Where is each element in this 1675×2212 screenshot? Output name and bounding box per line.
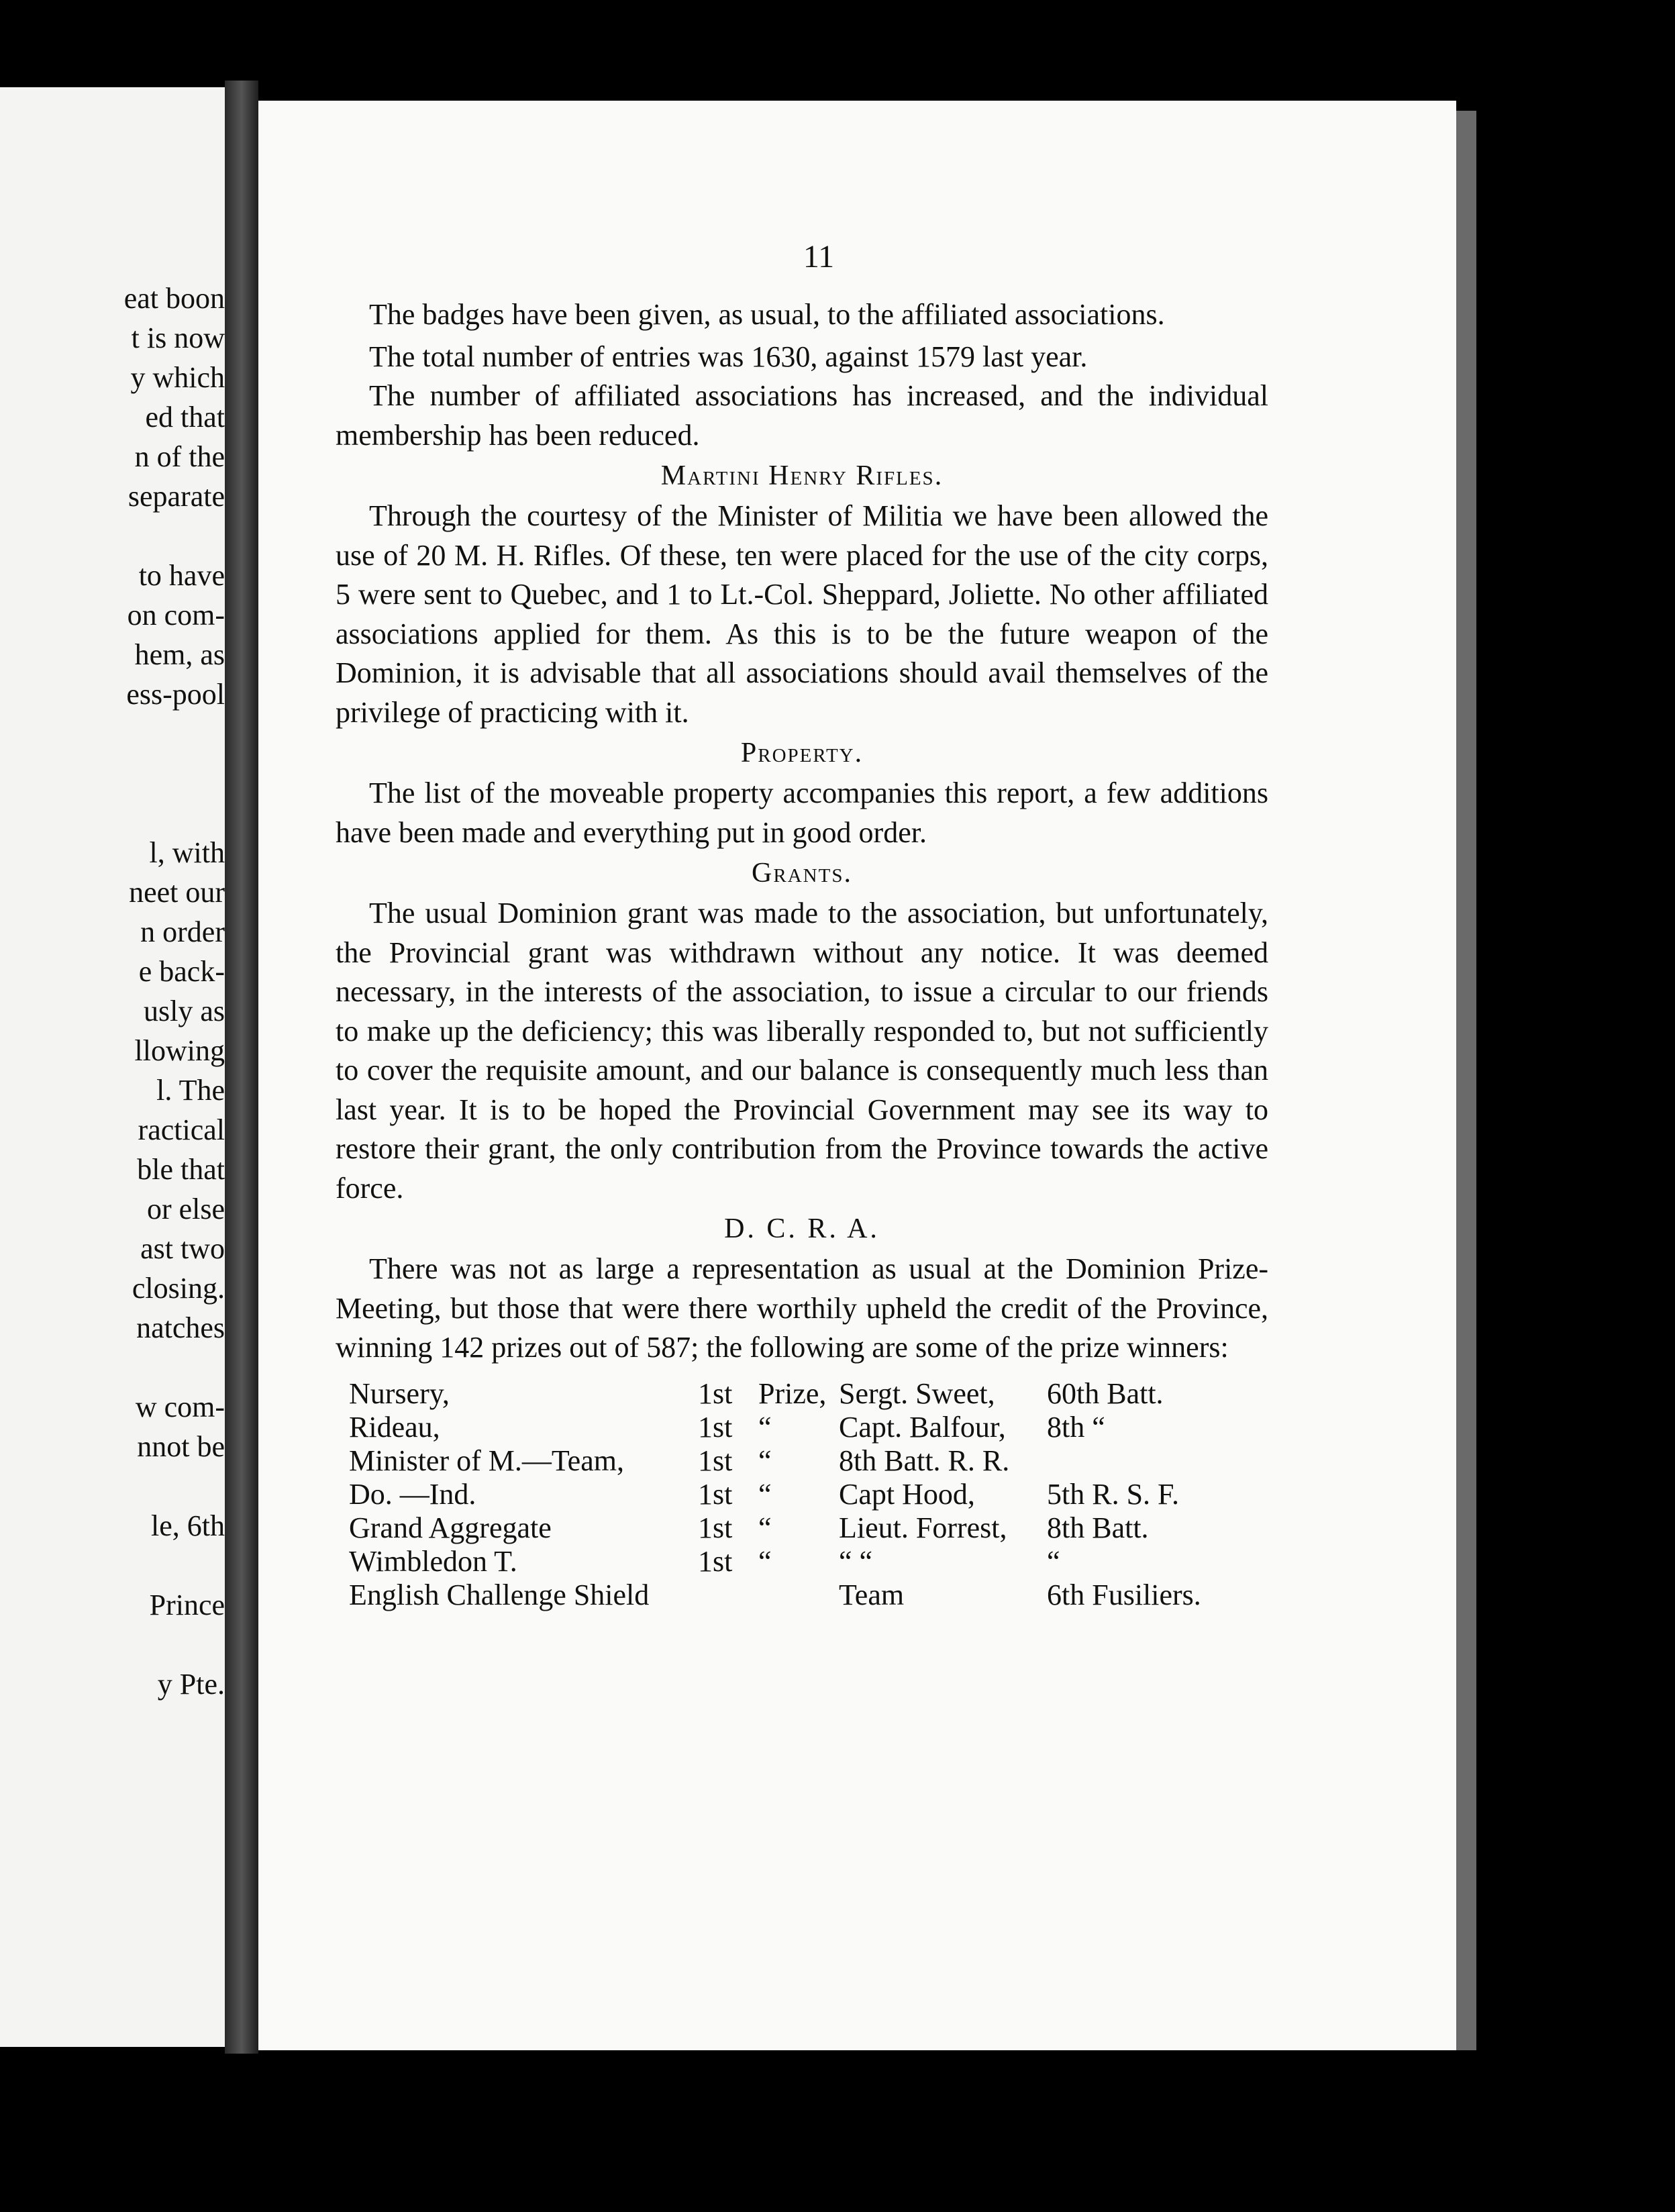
prize-event-cell: Minister of M.—Team, <box>349 1444 624 1477</box>
entries-paragraph: The total number of entries was 1630, against 1579 last year. <box>369 340 1088 373</box>
prize-winner-cell: “ “ <box>839 1544 873 1578</box>
book-gutter <box>225 81 258 2054</box>
facing-page-line: hem, as <box>134 638 225 671</box>
prize-unit-cell: 60th Batt. <box>1047 1376 1164 1410</box>
grants-paragraph: The usual Dominion grant was made to the association, but unfortunately, the Provincial grant was withdrawn without any notice. It was deemed necessary, in the interests of the association, to issue a circular to our friends to make up the deficiency; this was liberally responded to, but not sufficiently to cover the requisite amount, and our balance is consequently much less than last year. It is to be hoped the Provincial Government may see its way to restore their grant, the only contribution from the Province towards the active force. <box>336 897 1268 1205</box>
prize-event-cell: Nursery, <box>349 1376 450 1410</box>
prize-place-cell: 1st <box>698 1511 733 1544</box>
table-row <box>349 1444 1262 1478</box>
prize-unit-cell: 6th Fusiliers. <box>1047 1578 1201 1611</box>
facing-page-line: l, with <box>149 836 225 869</box>
prize-place-cell: 1st <box>698 1477 733 1511</box>
prize-prize-cell: “ <box>758 1477 772 1511</box>
dcra-heading: D. C. R. A. <box>724 1213 880 1244</box>
prize-winner-cell: Lieut. Forrest, <box>839 1511 1007 1544</box>
table-row <box>349 1578 1262 1612</box>
facing-page-fragment <box>0 87 225 2047</box>
facing-page-line: t is now <box>131 321 225 354</box>
facing-page-line: separate <box>128 480 225 513</box>
facing-page-line: neet our <box>129 876 225 909</box>
martini-henry-heading: Martini Henry Rifles. <box>660 460 944 491</box>
facing-page-line: e back- <box>138 955 225 988</box>
facing-page-line: le, 6th <box>151 1509 225 1542</box>
table-row <box>349 1545 1262 1578</box>
table-row <box>349 1478 1262 1511</box>
report-body <box>336 295 1268 1612</box>
prize-place-cell: 1st <box>698 1444 733 1477</box>
prize-prize-cell: “ <box>758 1410 772 1444</box>
facing-page-line: n order <box>140 915 225 948</box>
prize-winner-cell: Team <box>839 1578 905 1611</box>
dcra-paragraph: There was not as large a representation as usual at the Dominion Prize-Meeting, but those that were there worthily upheld the credit of the Province, winning 142 prizes out of 587; the following are some of the prize winners: <box>336 1252 1268 1364</box>
facing-page-line: l. The <box>156 1074 225 1107</box>
facing-page-line: natches <box>136 1311 225 1344</box>
prize-event-cell: Do. —Ind. <box>349 1477 476 1511</box>
prize-prize-cell <box>758 1578 839 1612</box>
prize-unit-cell <box>1047 1444 1262 1478</box>
table-row <box>349 1511 1262 1545</box>
page-edge <box>1456 111 1476 2050</box>
facing-page-line: ble that <box>137 1153 225 1186</box>
prize-winner-cell: Sergt. Sweet, <box>839 1376 995 1410</box>
facing-page-line: y Pte. <box>157 1668 225 1701</box>
facing-page-line: to have <box>138 559 225 592</box>
badges-paragraph: The badges have been given, as usual, to the affiliated associations. <box>369 298 1165 331</box>
prize-prize-cell: “ <box>758 1511 772 1544</box>
facing-page-line: ractical <box>138 1113 225 1146</box>
prize-unit-cell: 8th Batt. <box>1047 1511 1149 1544</box>
facing-page-line: on com- <box>127 599 225 632</box>
facing-page-line: w com- <box>135 1391 225 1423</box>
facing-page-line: ed that <box>145 401 225 434</box>
prize-place-cell: 1st <box>698 1410 733 1444</box>
prize-event-cell: Rideau, <box>349 1410 440 1444</box>
facing-page-line: y which <box>130 361 225 394</box>
prize-winners-table <box>349 1377 1262 1612</box>
prize-prize-cell: “ <box>758 1444 772 1477</box>
facing-page-line: eat boon <box>123 282 225 315</box>
facing-page-line: closing. <box>132 1272 225 1305</box>
martini-henry-paragraph: Through the courtesy of the Minister of Militia we have been allowed the use of 20 M. H. Rifles. Of these, ten were placed for the use of the city corps, 5 were sent to Quebec, and 1 to Lt.-Col. Sheppard, Joliette. No other affiliated associations applied for them. As this is to be the future weapon of the Dominion, it is advisable that all associations should avail themselves of the privilege of practicing with it. <box>336 499 1268 729</box>
prize-event-cell: English Challenge Shield <box>349 1578 650 1611</box>
prize-unit-cell: 8th “ <box>1047 1410 1105 1444</box>
table-row <box>349 1411 1262 1444</box>
facing-page-line: ess-pool <box>126 678 225 711</box>
membership-paragraph: The number of affiliated associations has increased, and the individual membership has been reduced. <box>336 379 1268 452</box>
prize-winner-cell: Capt. Balfour, <box>839 1410 1006 1444</box>
page-number: 11 <box>803 239 835 274</box>
grants-heading: Grants. <box>752 858 852 889</box>
prize-place-cell <box>698 1578 758 1612</box>
prize-place-cell: 1st <box>698 1376 733 1410</box>
prize-event-cell: Grand Aggregate <box>349 1511 552 1544</box>
prize-event-cell: Wimbledon T. <box>349 1544 517 1578</box>
property-heading: Property. <box>740 738 864 768</box>
table-row <box>349 1377 1262 1411</box>
facing-page-line: or else <box>146 1193 225 1225</box>
facing-page-line: nnot be <box>137 1430 225 1463</box>
prize-prize-cell: Prize, <box>758 1376 827 1410</box>
facing-page-line: Prince <box>149 1589 225 1621</box>
prize-place-cell: 1st <box>698 1544 733 1578</box>
prize-unit-cell: 5th R. S. F. <box>1047 1477 1179 1511</box>
prize-winner-cell: Capt Hood, <box>839 1477 975 1511</box>
facing-page-line: n of the <box>134 440 225 473</box>
facing-page-line: ast two <box>140 1232 225 1265</box>
prize-unit-cell: “ <box>1047 1544 1060 1578</box>
prize-winner-cell: 8th Batt. R. R. <box>839 1444 1010 1477</box>
property-paragraph: The list of the moveable property accompanies this report, a few additions have been made and everything put in good order. <box>336 776 1268 849</box>
facing-page-line: llowing <box>134 1034 225 1067</box>
prize-prize-cell: “ <box>758 1544 772 1578</box>
facing-page-line: usly as <box>144 995 225 1027</box>
